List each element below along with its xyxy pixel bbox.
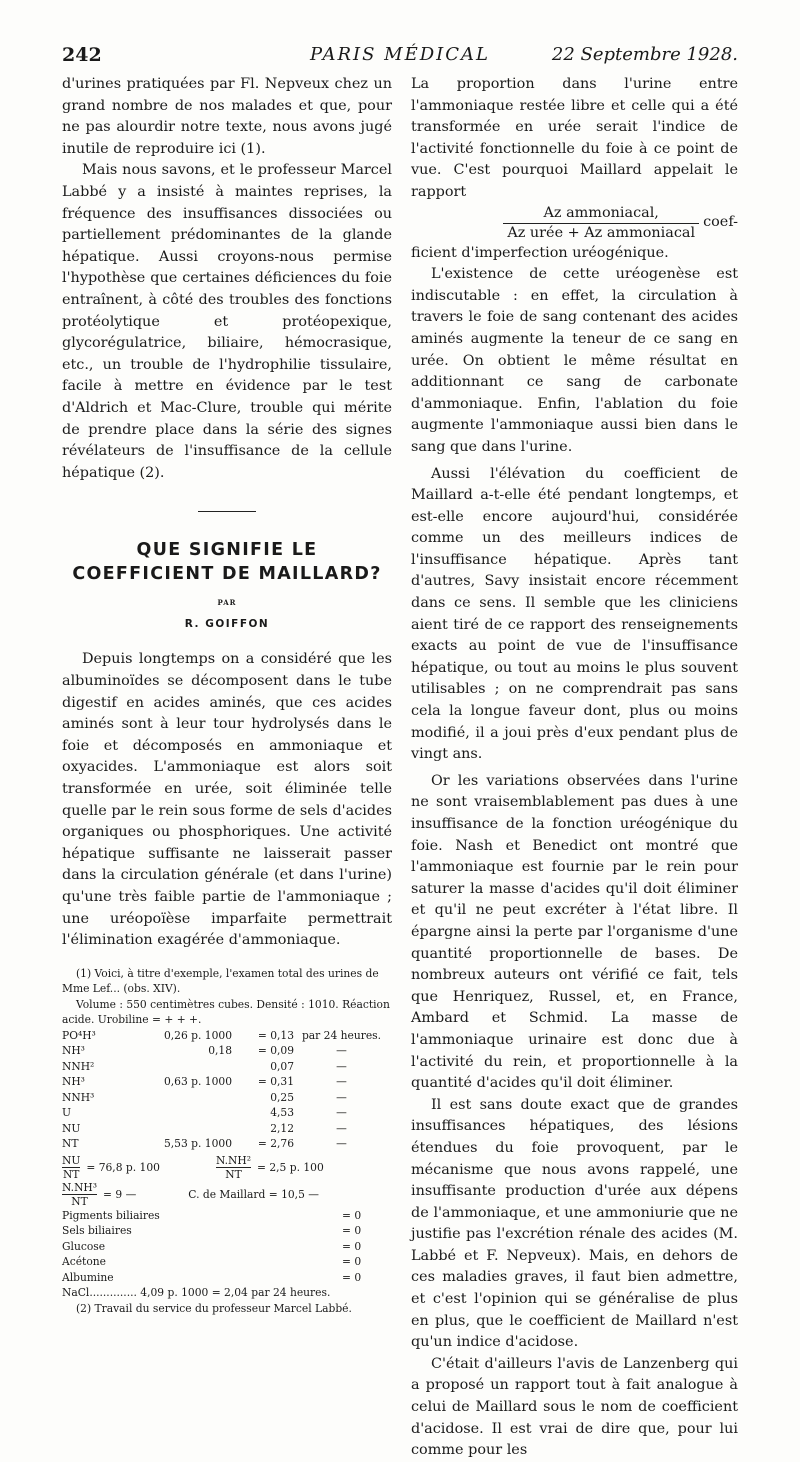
ratio-row bbox=[62, 1154, 392, 1181]
ratio-value: = 2,5 p. 100 bbox=[256, 1160, 324, 1174]
analysis-label: PO⁴H³ bbox=[62, 1028, 96, 1042]
paragraph: Depuis longtemps on a considéré que les albuminoïdes se décomposent dans le tube digestif en acides aminés, que ces acides aminés sont à leur tour hydrolysés dans le foie et décomposés en ammoniaque et oxyacides. L'ammoniaque est alors soit transformée en urée, soit éliminée telle quelle par le rein sous forme de sels d'acides organiques ou phosphoriques. Une activité hépatique suffisante ne laisserait passer dans la circulation générale (et dans l'urine) qu'une très faible partie de l'ammoniaque ; une uréopoïèse imparfaite permettrait l'élimination exagérée d'ammoniaque. bbox=[62, 651, 392, 949]
qualitative-row bbox=[62, 1223, 392, 1239]
analysis-label: U bbox=[62, 1106, 72, 1120]
analysis-label: NH³ bbox=[62, 1075, 85, 1089]
analysis-row bbox=[62, 1090, 392, 1106]
analysis-unit: — bbox=[336, 1106, 347, 1120]
qualitative-row bbox=[62, 1254, 392, 1270]
title-line: COEFFICIENT DE MAILLARD? bbox=[72, 564, 382, 585]
paragraph: Il est sans doute exact que de grandes insuffisances hépatiques, des lésions étendues du foie provoquent, par le mécanisme que nous avons rappelé, une insuffisante production d'urée aux dépens de l'ammoniaque, et une ammoniurie que ne justifie pas l'excrétion rénale des acides (M. Labbé et F. Nepveux). Mais, en dehors de ces maladies graves, il faut bien admettre, et c'est l'opinion qui se généralise de plus en plus, que le coefficient de Maillard n'est qu'un indice d'acidose. bbox=[411, 1096, 738, 1351]
analysis-label: NNH³ bbox=[62, 1090, 95, 1104]
article-title bbox=[62, 538, 392, 586]
analysis-unit: — bbox=[336, 1044, 347, 1058]
paragraph: La proportion dans l'urine entre l'ammoniaque restée libre et celle qui a été transformée en urée serait l'indice de l'activité fonctionnelle du foie à ce point de vue. C'est pourquoi Maillard appelait le rapport bbox=[411, 76, 738, 200]
paragraph: Mais nous savons, et le professeur Marcel Labbé y a insisté à maintes reprises, la fréquence des insuffisances dissociées ou partiellement prédominantes de la glande hépatique. Aussi croyons-nous permise l'hypothèse que certaines déficiences du foie entraînent, à côté des troubles des fonctions protéolytique et protéopexique, glycorégulatrice, biliaire, hémocrasique, etc., un trouble de l'hydrophilie tissulaire, facile à mettre en évidence par le test d'Aldrich et Mac-Clure, trouble qui mérite de prendre place dans la série des signes révélateurs de l'insuffisance de la cellule hépatique (2). bbox=[62, 162, 392, 481]
qualitative-table bbox=[62, 1208, 392, 1286]
formula-fraction bbox=[503, 204, 699, 243]
paragraph: Or les variations observées dans l'urine ne sont vraisemblablement pas dues à une insuffisance de la fonction uréogénique du foie. Nash et Benedict ont montré que l'ammoniaque est fournie par le rein pour saturer la masse d'acides qu'il doit éliminer et qu'il ne peut excréter à l'état libre. Il épargne ainsi la perte par l'organisme d'une quantité proportionnelle de bases. De nombreux auteurs ont vérifié ce fait, tels que Henriquez, Russel, et, en France, Ambard et Schmid. La masse de l'ammoniaque urinaire est donc due à l'activité du rein, et proportionnelle à la quantité d'acides qu'il doit éliminer. bbox=[411, 772, 738, 1092]
analysis-value-1 bbox=[132, 1121, 232, 1137]
analysis-value-2: 4,53 bbox=[270, 1106, 294, 1120]
analysis-unit: par 24 heures. bbox=[301, 1028, 382, 1042]
qualitative-label: Albumine bbox=[62, 1270, 114, 1284]
analysis-unit: — bbox=[336, 1090, 347, 1104]
ratio-value: = 9 — bbox=[103, 1187, 137, 1201]
analysis-value-2: 2,12 bbox=[270, 1121, 294, 1135]
analysis-row bbox=[62, 1121, 392, 1137]
analysis-unit: — bbox=[336, 1121, 347, 1135]
formula-denominator: Az urée + Az ammoniacal bbox=[507, 224, 696, 241]
analysis-row bbox=[62, 1105, 392, 1121]
qualitative-value: = 0 bbox=[342, 1208, 362, 1222]
ratio-row bbox=[62, 1181, 392, 1208]
analysis-value-1 bbox=[132, 1059, 232, 1075]
qualitative-value: = 0 bbox=[342, 1270, 362, 1284]
qualitative-label: Pigments biliaires bbox=[62, 1208, 160, 1222]
right-column bbox=[411, 74, 738, 1462]
section-divider bbox=[198, 511, 256, 512]
article-author: R. GOIFFON bbox=[184, 617, 270, 630]
ratio-value: = 76,8 p. 100 bbox=[86, 1160, 160, 1174]
analysis-value-1: 0,26 p. 1000 bbox=[163, 1028, 232, 1042]
analysis-unit: — bbox=[336, 1059, 347, 1073]
paragraph: ficient d'imperfection uréogénique. bbox=[411, 244, 669, 261]
journal-title: PARIS MÉDICAL bbox=[309, 44, 490, 65]
maillard-formula bbox=[411, 204, 738, 243]
paragraph: C'était d'ailleurs l'avis de Lanzenberg qui a proposé un rapport tout à fait analogue à celui de Maillard sous le nom de coefficient d'acidose. Il est vrai de dire que, pour lui comme pour les bbox=[411, 1355, 738, 1459]
analysis-value-2: = 0,13 bbox=[257, 1028, 294, 1042]
maillard-coefficient: C. de Maillard = 10,5 — bbox=[188, 1187, 319, 1201]
analysis-value-1 bbox=[132, 1105, 232, 1121]
footnotes bbox=[62, 966, 392, 1317]
title-line: QUE SIGNIFIE LE bbox=[136, 540, 318, 561]
paragraph: L'existence de cette uréogenèse est indiscutable : en effet, la circulation à travers le foie de sang contenant des acides aminés augmente la teneur de ce sang en urée. On obtient le même résultat en additionnant ce sang de carbonate d'ammoniaque. Enfin, l'ablation du foie augmente l'ammoniaque aussi bien dans le sang que dans l'urine. bbox=[411, 266, 738, 455]
analysis-label: NU bbox=[62, 1121, 81, 1135]
analysis-value-1: 0,18 bbox=[208, 1044, 232, 1058]
formula-numerator: Az ammoniacal, bbox=[503, 204, 699, 224]
analysis-value-2: 0,07 bbox=[270, 1059, 294, 1073]
analysis-row bbox=[62, 1059, 392, 1075]
analysis-label: NT bbox=[62, 1137, 79, 1151]
footnote-2: (2) Travail du service du professeur Marcel Labbé. bbox=[76, 1301, 352, 1315]
analysis-value-2: = 0,09 bbox=[257, 1044, 294, 1058]
footnote-1: (1) Voici, à titre d'exemple, l'examen total des urines de Mme Lef... (obs. XIV). bbox=[62, 966, 379, 996]
qualitative-row bbox=[62, 1270, 392, 1286]
analysis-unit: — bbox=[336, 1137, 347, 1151]
analysis-value-2: 0,25 bbox=[270, 1090, 294, 1104]
qualitative-value: = 0 bbox=[342, 1239, 362, 1253]
page-number: 242 bbox=[62, 44, 102, 66]
nacl-row: NaCl.............. 4,09 p. 1000 = 2,04 par 24 heures. bbox=[62, 1286, 331, 1300]
analysis-value-1 bbox=[132, 1090, 232, 1106]
paragraph: Aussi l'élévation du coefficient de Maillard a-t-elle été pendant longtemps, et est-elle encore aujourd'hui, considérée comme un des meilleurs indices de l'insuffisance hépatique. Après tant d'autres, Savy insistait encore récemment dans ce sens. Il semble que les cliniciens aient tiré de ce rapport des renseignements exacts au point de vue de l'insuffisance hépatique, ou tout au moins le plus souvent utilisables ; on ne comprendrait pas sans cela la longue faveur dont, plus ou moins modifié, il a joui près d'eux pendant plus de vingt ans. bbox=[411, 465, 738, 763]
qualitative-row bbox=[62, 1239, 392, 1255]
issue-date: 22 Septembre 1928. bbox=[551, 44, 738, 65]
ratio-fraction: $\frac{\text{N.NH²}}{NT}$ bbox=[215, 1153, 251, 1181]
analysis-value-1: 5,53 p. 1000 bbox=[163, 1137, 232, 1151]
paragraph: d'urines pratiquées par Fl. Nepveux chez un grand nombre de nos malades et que, pour ne pas alourdir notre texte, nous avons jugé inutile de reproduire ici (1). bbox=[62, 76, 392, 157]
analysis-value-2: = 2,76 bbox=[257, 1137, 294, 1151]
analysis-row bbox=[62, 1043, 392, 1059]
analysis-table bbox=[62, 1028, 392, 1152]
analysis-row bbox=[62, 1136, 392, 1152]
ratio-fraction: $\frac{\text{N.NH³}}{NT}$ bbox=[62, 1180, 98, 1208]
analysis-value-1: 0,63 p. 1000 bbox=[163, 1075, 232, 1089]
analysis-row bbox=[62, 1028, 392, 1044]
left-column bbox=[62, 74, 392, 1316]
analysis-unit: — bbox=[336, 1075, 347, 1089]
analysis-row bbox=[62, 1074, 392, 1090]
formula-trailing: coef- bbox=[703, 214, 738, 231]
byline-par: PAR bbox=[217, 598, 237, 608]
footnote-volume: Volume : 550 centimètres cubes. Densité : 1010. Réaction acide. Urobiline = + + +. bbox=[62, 997, 390, 1027]
qualitative-value: = 0 bbox=[342, 1255, 362, 1269]
analysis-value-2: = 0,31 bbox=[257, 1075, 294, 1089]
qualitative-value: = 0 bbox=[342, 1224, 362, 1238]
ratio-fraction: $\frac{NU}{NT}$ bbox=[62, 1153, 81, 1181]
qualitative-row bbox=[62, 1208, 392, 1224]
running-header bbox=[62, 44, 738, 68]
analysis-label: NNH² bbox=[62, 1059, 95, 1073]
qualitative-label: Sels biliaires bbox=[62, 1224, 132, 1238]
qualitative-label: Glucose bbox=[62, 1239, 106, 1253]
analysis-label: NH³ bbox=[62, 1044, 85, 1058]
qualitative-label: Acétone bbox=[62, 1255, 106, 1269]
